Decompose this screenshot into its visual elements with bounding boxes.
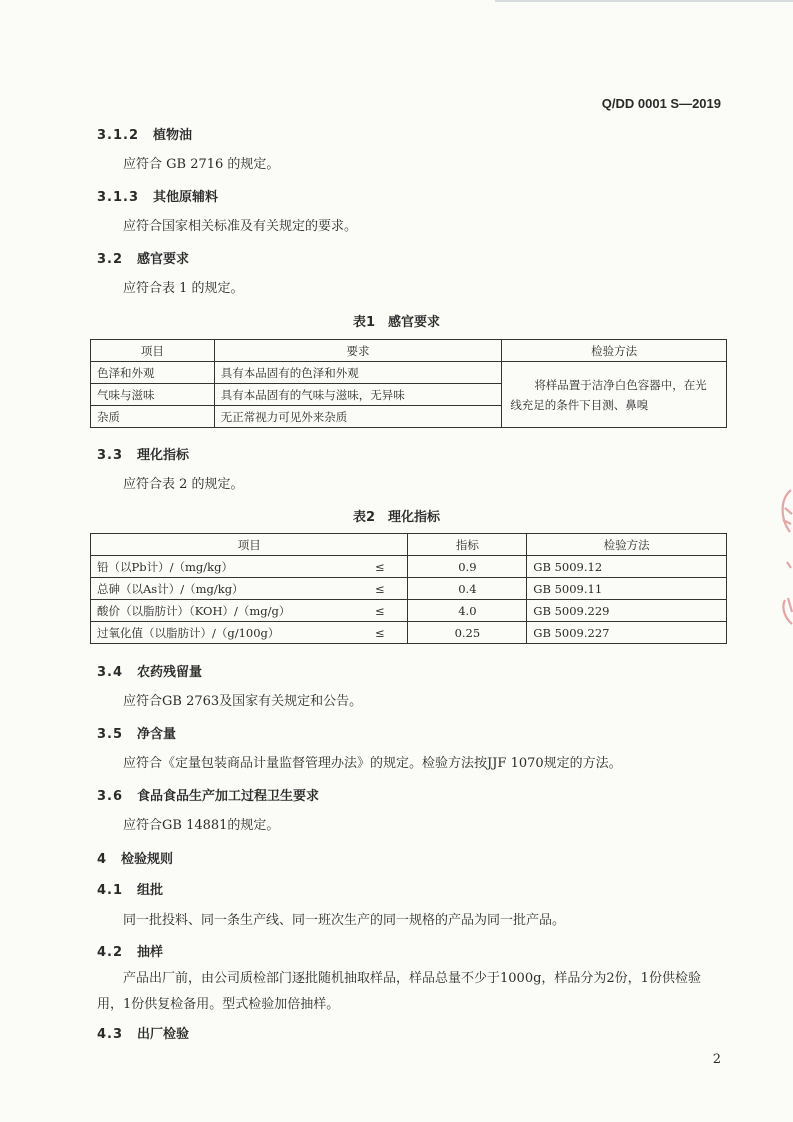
section-title: 其他原辅料 — [153, 190, 219, 205]
section-3-2-heading — [97, 248, 189, 267]
item-cell: 过氧化值（以脂肪计）/（g/100g） — [91, 622, 353, 644]
section-number: 3.6 — [97, 789, 124, 804]
requirement-cell: 具有本品固有的色泽和外观 — [214, 362, 502, 384]
table-row — [91, 578, 727, 600]
section-number: 4.3 — [97, 1027, 124, 1042]
operator-cell: ≤ — [352, 578, 408, 600]
section-number: 3.3 — [97, 448, 124, 463]
table-header-row — [91, 340, 727, 362]
header-cell: 项目 — [91, 340, 215, 362]
item-cell: 色泽和外观 — [91, 362, 215, 384]
section-title: 植物油 — [153, 128, 193, 143]
item-cell: 气味与滋味 — [91, 384, 215, 406]
section-3-6-text: 应符合GB 14881的规定。 — [123, 818, 280, 833]
item-cell: 杂质 — [91, 406, 215, 428]
section-3-3-heading — [97, 444, 189, 463]
section-number: 3.5 — [97, 727, 124, 742]
section-3-5-text: 应符合《定量包装商品计量监督管理办法》的规定。检验方法按JJF 1070规定的方法。 — [123, 756, 622, 771]
section-3-5-heading — [97, 723, 176, 742]
header-cell: 指标 — [408, 534, 527, 556]
table-row — [91, 556, 727, 578]
limit-cell: 0.9 — [408, 556, 527, 578]
limit-cell: 4.0 — [408, 600, 527, 622]
section-number: 4.1 — [97, 883, 124, 898]
section-title: 出厂检验 — [137, 1027, 190, 1042]
section-4-heading — [97, 848, 173, 867]
section-title: 食品食品生产加工过程卫生要求 — [137, 789, 320, 804]
section-title: 检验规则 — [121, 852, 174, 867]
header-cell: 要求 — [214, 340, 502, 362]
section-title: 净含量 — [137, 727, 177, 742]
requirement-cell: 具有本品固有的气味与滋味，无异味 — [214, 384, 502, 406]
item-cell: 铅（以Pb计）/（mg/kg） — [91, 556, 353, 578]
section-title: 农药残留量 — [137, 665, 203, 680]
section-3-1-2-heading — [97, 124, 192, 143]
table-row — [91, 600, 727, 622]
section-3-4-heading — [97, 661, 202, 680]
red-seal-stamp-fragment — [771, 480, 793, 630]
section-4-1-text: 同一批投料、同一条生产线、同一班次生产的同一规格的产品为同一批产品。 — [123, 913, 566, 928]
section-4-2-text: 产品出厂前，由公司质检部门逐批随机抽取样品，样品总量不少于1000g，样品分为2份，1份供检验用，1份供复检备用。型式检验加倍抽样。 — [97, 971, 701, 1012]
section-number: 4.2 — [97, 945, 124, 960]
physicochemical-table — [90, 533, 727, 644]
page-number: 2 — [712, 1052, 721, 1067]
section-3-6-heading — [97, 785, 319, 804]
method-cell: GB 5009.11 — [527, 578, 727, 600]
item-cell: 酸价（以脂肪计）（KOH）/（mg/g） — [91, 600, 353, 622]
header-cell: 检验方法 — [527, 534, 727, 556]
section-title: 理化指标 — [137, 448, 190, 463]
table-2-caption: 表2 理化指标 — [352, 510, 441, 525]
item-cell: 总砷（以As计）/（mg/kg） — [91, 578, 353, 600]
method-cell: GB 5009.229 — [527, 600, 727, 622]
section-title: 组批 — [137, 883, 164, 898]
section-4-1-heading — [97, 879, 163, 898]
sensory-requirements-table — [90, 339, 727, 428]
operator-cell: ≤ — [352, 600, 408, 622]
section-3-1-3-heading — [97, 186, 218, 205]
section-number: 4 — [97, 852, 108, 867]
section-4-2-heading — [97, 941, 163, 960]
section-3-3-text: 应符合表 2 的规定。 — [123, 477, 244, 492]
section-title: 抽样 — [137, 945, 164, 960]
scan-edge-line — [495, 0, 793, 2]
limit-cell: 0.25 — [408, 622, 527, 644]
section-3-2-text: 应符合表 1 的规定。 — [123, 281, 244, 296]
section-3-4-text: 应符合GB 2763及国家有关规定和公告。 — [123, 694, 363, 709]
document-code: Q/DD 0001 S—2019 — [601, 96, 721, 111]
method-cell: GB 5009.12 — [527, 556, 727, 578]
section-3-1-2-text: 应符合 GB 2716 的规定。 — [123, 157, 280, 172]
method-cell: GB 5009.227 — [527, 622, 727, 644]
section-4-3-heading — [97, 1023, 189, 1042]
section-number: 3.2 — [97, 252, 124, 267]
table-header-row — [91, 534, 727, 556]
operator-cell: ≤ — [352, 622, 408, 644]
section-number: 3.1.3 — [97, 190, 140, 205]
table-1-caption: 表1 感官要求 — [352, 315, 441, 330]
section-number: 3.1.2 — [97, 128, 140, 143]
header-cell: 检验方法 — [502, 340, 727, 362]
section-3-1-3-text: 应符合国家相关标准及有关规定的要求。 — [123, 219, 358, 234]
limit-cell: 0.4 — [408, 578, 527, 600]
operator-cell: ≤ — [352, 556, 408, 578]
table-row — [91, 622, 727, 644]
method-cell: 将样品置于洁净白色容器中，在光线充足的条件下目测、鼻嗅 — [502, 362, 727, 428]
table-row — [91, 362, 727, 384]
header-cell: 项目 — [91, 534, 408, 556]
requirement-cell: 无正常视力可见外来杂质 — [214, 406, 502, 428]
section-title: 感官要求 — [137, 252, 190, 267]
section-number: 3.4 — [97, 665, 124, 680]
